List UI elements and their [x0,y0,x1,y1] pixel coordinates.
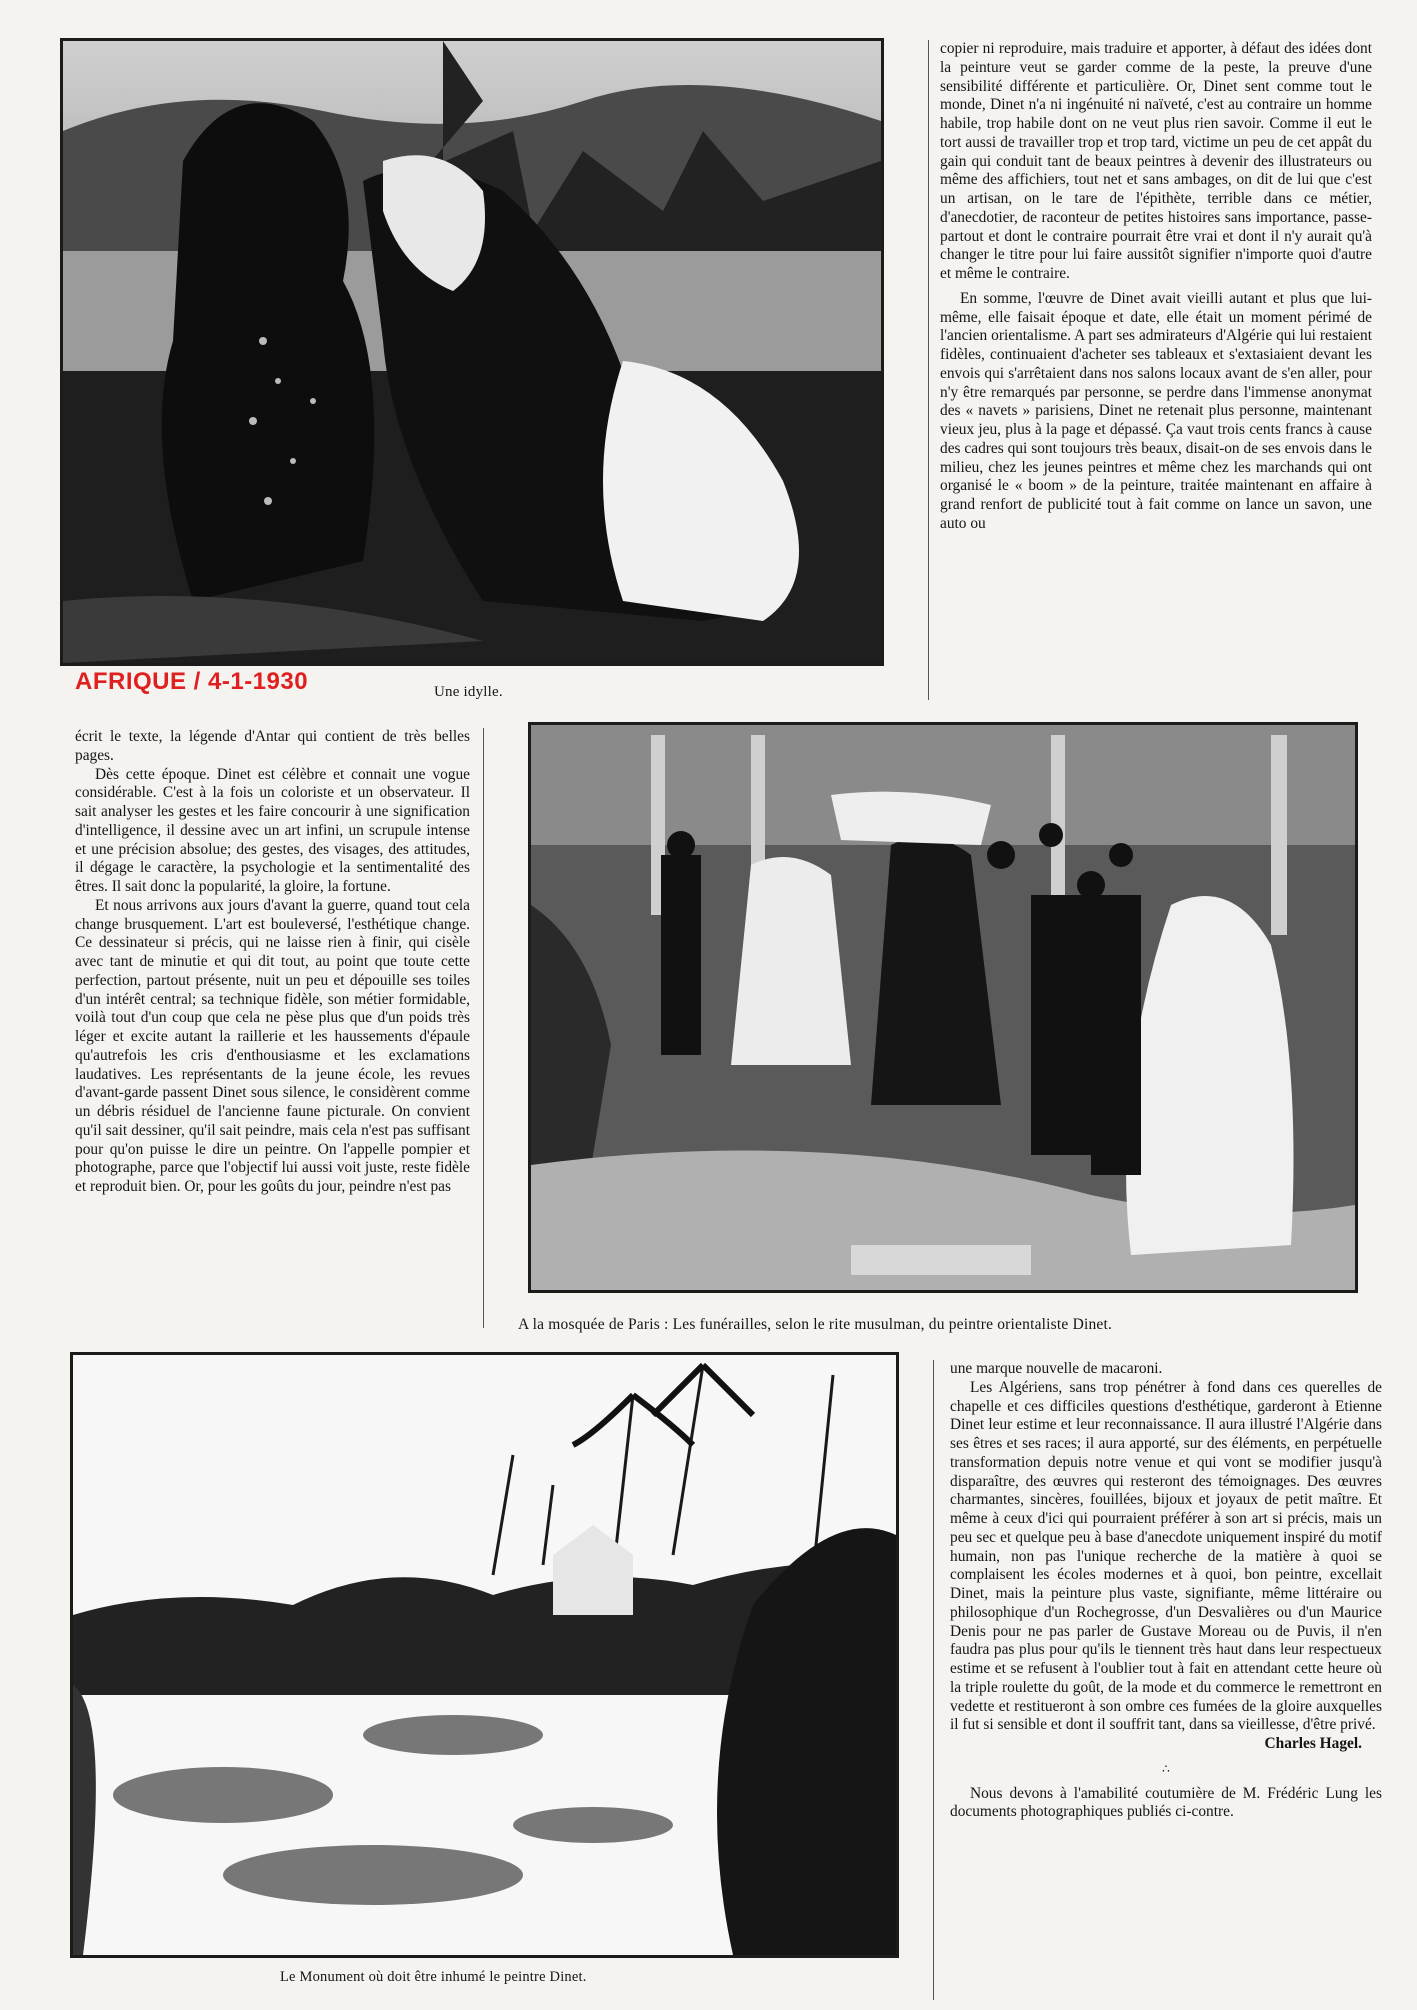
painting-image [63,41,881,663]
monument-image [73,1355,896,1955]
paragraph: une marque nouvelle de macaroni. [950,1360,1163,1377]
column-rule [928,40,929,700]
monument-landscape-photo [70,1352,899,1958]
paragraph: Et nous arrivons aux jours d'avant la guerre, quand tout cela change brusquement. L'art est bouleversé, l'esthétique change. Ce dessinateur si précis, qui ne laisse rien à finir, qui cisèle avec tant de minutie et qui dit tout, au point que toute cette perfection, partout présente, nuit un peu et dépouille ses toiles d'un intérêt central; sa technique fidèle, son métier formidable, voilà tout d'un coup que cela ne pèse plus que d'un poids très léger et excite autant la raillerie et les haussements d'épaule qu'autrefois les cris d'enthousiasme et les exclamations laudatives. Les représentants de la jeune école, les revues d'avant-garde passent Dinet sous silence, le considèrent comme un débris résiduel de l'ancienne faune picturale. On convient qu'il sait dessiner, qu'il sait peindre, mais cela n'est pas suffisant pour qu'on puisse le dire un peintre. On l'appelle pompier et photographe, parce que l'objectif lui aussi voit juste, reste fidèle et reproduit bien. Or, pour les goûts du jour, peindre n'est pas [75,896,470,1195]
caption-une-idylle: Une idylle. [434,684,503,700]
article-column-bottom-right [950,1360,1382,2000]
author-signature: Charles Hagel. [1264,1735,1362,1752]
paragraph: Les Algériens, sans trop pénétrer à fond dans ces querelles de chapelle et ces difficiles questions d'esthétique, garderont à Etienne Dinet leur estime et leur reconnaissance. Il aura illustré l'Algérie dans ses êtres et ses races; il aura apporté, sur des éléments, en perpétuelle transformation depuis notre venue et qui vont se modifier jusqu'à disparaître, des œuvres qui resteront des témoignages. Des œuvres charmantes, sincères, fouillées, bijoux et joyaux de petit maître. Et même à ceux d'ici qui pourraient préférer à son art si précis, mais un peu sec et quelque peu à base d'anecdote uniquement inspiré du motif humain, non pas l'unique recherche de la matière à quoi se complaisent les écoles modernes et à quoi, bon peintre, excellait Dinet, mais la peinture plus vaste, signifiante, même littéraire ou philosophique d'un Rochegrosse, d'un Desvalières ou d'un Maurice Denis pour ne pas parler de Gustave Moreau ou de Puvis, il n'en faudra pas plus pour qu'ils le tiennent très haut dans leur respectueux estime et se refusent à l'oublier tout à fait en attendant cette heure où la triple roulette du goût, de la mode et du commerce le remettront en vedette et restitueront à son ombre ces fumées de la gloire auxquelles il fut si sensible et dont il souffrit tant, dans sa vieillesse, d'être privé. [950,1378,1382,1734]
photo-credit: Nous devons à l'amabilité coutumière de M. Frédéric Lung les documents photographiques publiés ci-contre. [950,1784,1382,1821]
date-stamp: AFRIQUE / 4-1-1930 [75,668,309,695]
funeral-image [531,725,1355,1290]
caption-monument: Le Monument où doit être inhumé le peintre Dinet. [280,1969,587,1985]
paragraph: Dès cette époque. Dinet est célèbre et connait une vogue considérable. C'est à la fois un coloriste et un observateur. Il sait analyser les gestes et les faire concourir à une signification d'intelligence, il dessine avec un art infini, un scrupule intense et une précision absolue; des gestes, des visages, des attitudes, il dégage le caractère, la psychologie et la sentimentalité des êtres. Il sait donc la popularité, la gloire, la fortune. [75,765,470,895]
paragraph: écrit le texte, la légende d'Antar qui contient de très belles pages. [75,728,470,764]
separator-mark: ∴ [1162,1761,1170,1776]
article-column-middle-left [75,728,470,1323]
article-column-top-right [940,40,1372,710]
paragraph: copier ni reproduire, mais traduire et apporter, à défaut des idées dont la peinture veut se garder comme de la peste, la preuve d'une sensibilité différente et particulière. Or, Dinet sent comme tout le monde, Dinet n'a ni ingénuité ni naïveté, c'est au contraire un homme habile, trop habile dont on ne veut plus rien savoir. Comme il eut le tort aussi de travailler trop et trop tard, victime un peu de cet appât du gain qui conduit tant de beaux peintres à devenir des illustrateurs ou même des affichiers, tout net et sans ambages, on dit de lui que c'est un artisan, on le tare de l'épithète, terrible dans ce métier, d'anecdotier, de raconteur de petites histoires sans importance, passe-partout et dont le contraire pourrait être vrai et dont il n'y aurait qu'à changer le titre pour lui faire aussitôt signifier n'importe quoi d'autre et même le contraire. [940,40,1372,282]
painting-photo-une-idylle [60,38,884,666]
paragraph: En somme, l'œuvre de Dinet avait vieilli autant et plus que lui-même, elle faisait époque et date, elle était un moment périmé de l'ancien orientalisme. A part ses admirateurs d'Algérie qui lui restaient fidèles, continuaient d'acheter ses tableaux et s'extasiaient devant les envois qui s'arrêtaient dans nos salons locaux avant de s'en aller, pour n'y être remarqués par personne, se perdre dans l'immense anonymat des « navets » parisiens, Dinet ne retenait plus personne, maintenant vieux jeu, plus à la page et dépassé. Ça vaut trois cents francs à cause des cadres qui sont toujours très beaux, disait-on de ses envois dans le milieu, chez les jeunes peintres et même chez les marchands qui ont organisé le « boom » de la peinture, traitée maintenant en affaire à grand renfort de publicité tout à fait comme on lance un savon, une auto ou [940,289,1372,532]
column-rule [933,1360,934,2000]
caption-funerailles: A la mosquée de Paris : Les funérailles, selon le rite musulman, du peintre orientaliste Dinet. [518,1316,1113,1333]
column-rule [483,728,484,1328]
funeral-procession-photo [528,722,1358,1293]
